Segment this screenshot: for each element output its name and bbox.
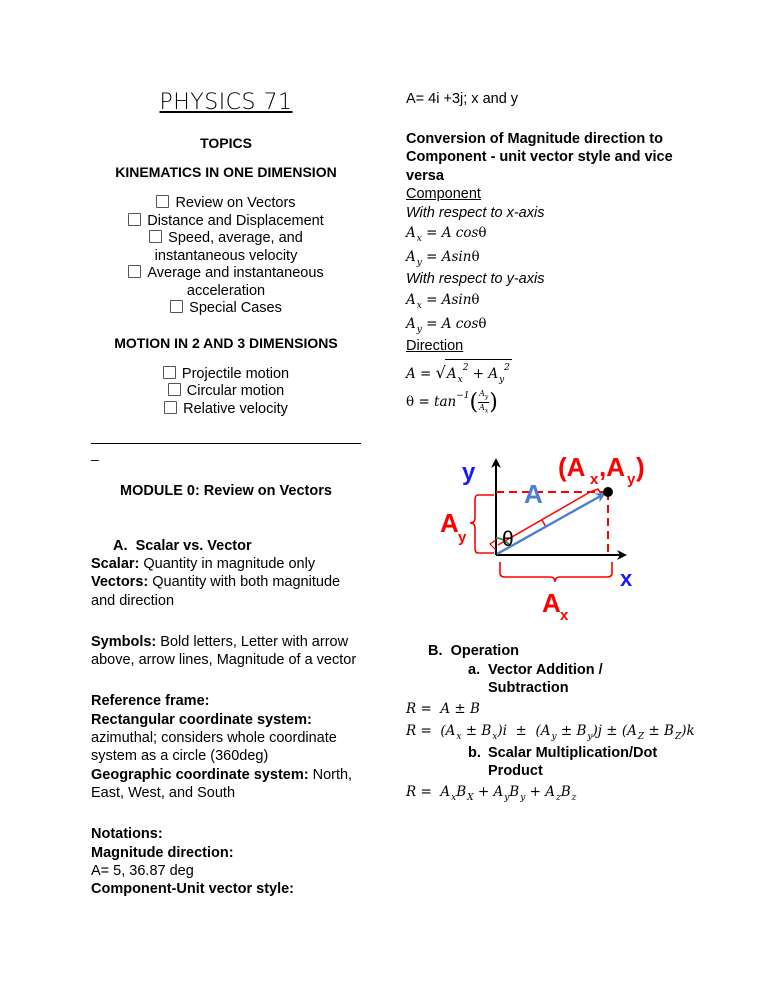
rectangular-text: azimuthal; considers whole coordinate system as a circle (360deg) bbox=[91, 730, 337, 765]
checklist-item-label-cont: acceleration bbox=[186, 282, 266, 299]
checkbox-icon[interactable] bbox=[149, 230, 162, 243]
sub-b-heading bbox=[406, 744, 696, 781]
horizontal-rule bbox=[91, 443, 361, 444]
sub-a-heading bbox=[406, 661, 696, 698]
magnitude-example: A= 5, 36.87 deg bbox=[91, 862, 194, 879]
page-title: PHYSICS 71 bbox=[159, 90, 293, 115]
kinematics-heading: KINEMATICS IN ONE DIMENSION bbox=[115, 164, 337, 180]
checklist-item-label: Speed, average, and bbox=[168, 230, 303, 246]
eq-r-sum: R = A ± B bbox=[406, 700, 480, 717]
checkbox-icon[interactable] bbox=[164, 401, 177, 414]
reference-frame-heading: Reference frame: bbox=[91, 693, 210, 710]
vector-components-diagram bbox=[420, 440, 660, 630]
checklist-item-label: Average and instantaneous bbox=[147, 265, 324, 281]
svg-text:y: y bbox=[627, 471, 636, 488]
checklist-item-circular[interactable] bbox=[91, 383, 361, 401]
vectors-label: Vectors: bbox=[91, 574, 149, 591]
checklist-item-label: Distance and Displacement bbox=[147, 212, 324, 229]
checklist-item-label: Relative velocity bbox=[183, 400, 288, 417]
scalar-definition bbox=[91, 555, 361, 573]
checkbox-icon[interactable] bbox=[128, 265, 141, 278]
motion-checklist bbox=[91, 366, 361, 419]
sub-a-title-line1: Vector Addition / bbox=[488, 661, 603, 678]
svg-text:A: A bbox=[542, 588, 561, 618]
ay-label bbox=[440, 508, 467, 546]
endpoint-dot bbox=[603, 487, 613, 497]
sub-a-title-line2: Subtraction bbox=[488, 680, 569, 696]
rule-trailing-dash: _ bbox=[91, 445, 99, 461]
eq-angle: $\theta = \tan^{-1}$( $\frac{A_y}{A_x}$) bbox=[406, 389, 498, 415]
rectangular-label: Rectangular coordinate system: bbox=[91, 711, 312, 728]
geographic-text: North, East, West, and South bbox=[91, 766, 353, 801]
checkbox-icon[interactable] bbox=[156, 195, 169, 208]
section-a-marker: A. bbox=[113, 538, 128, 554]
right-column bbox=[406, 88, 676, 416]
svg-text:): ) bbox=[636, 452, 645, 482]
x-axis-label: x bbox=[620, 566, 633, 591]
svg-text:x: x bbox=[590, 471, 599, 488]
section-a-title: Scalar vs. Vector bbox=[135, 538, 252, 554]
eq-ax-sin: $A_x = Asin\theta$ bbox=[406, 291, 480, 311]
svg-text:,A: ,A bbox=[599, 452, 625, 482]
checklist-item-speed-velocity[interactable] bbox=[91, 230, 361, 265]
component-label: Component bbox=[406, 186, 481, 202]
component-unit-heading: Component-Unit vector style: bbox=[91, 881, 295, 898]
checklist-item-relative[interactable] bbox=[91, 401, 361, 419]
ax-brace bbox=[500, 562, 612, 582]
scalar-text: Quantity in magnitude only bbox=[139, 556, 316, 572]
section-b-marker: B. bbox=[428, 643, 443, 659]
operations-section bbox=[406, 642, 696, 805]
kinematics-checklist bbox=[91, 195, 361, 318]
checkbox-icon[interactable] bbox=[168, 383, 181, 396]
vector-definition bbox=[91, 573, 361, 610]
vectors-text: Quantity with both magnitude and direction bbox=[91, 574, 341, 609]
sub-b-title-line1: Scalar Multiplication/Dot bbox=[488, 744, 658, 761]
component-example: A= 4i +3j; x and y bbox=[406, 91, 519, 107]
left-column bbox=[91, 88, 361, 898]
magnitude-direction-heading: Magnitude direction: bbox=[91, 844, 234, 861]
symbols-text: Bold letters, Letter with arrow above, arrow lines, Magnitude of a vector bbox=[91, 633, 357, 669]
motion-heading: MOTION IN 2 AND 3 DIMENSIONS bbox=[114, 334, 338, 351]
checklist-item-review-vectors[interactable] bbox=[91, 195, 361, 213]
eq-ax-cos: $A_x = A$ cosθ bbox=[406, 225, 487, 244]
section-b-heading bbox=[406, 642, 696, 661]
direction-label: Direction bbox=[406, 337, 464, 354]
ax-label bbox=[542, 588, 569, 624]
eq-r-components: $R = (A_x \pm B_x)i \pm (A_y \pm B_y)j \pm (A_Z \pm B_Z)k$ bbox=[406, 722, 695, 742]
scalar-label: Scalar: bbox=[91, 556, 140, 572]
sub-b-title-line2: Product bbox=[488, 763, 543, 779]
conversion-heading: Conversion of Magnitude direction to Component - unit vector style and vice versa bbox=[406, 130, 673, 184]
sub-b-marker: b. bbox=[468, 744, 481, 761]
rectangular-definition bbox=[91, 711, 361, 766]
eq-magnitude: $A = √A_x^2 + A_y^2$ bbox=[406, 359, 676, 385]
symbols-definition bbox=[91, 633, 361, 670]
checklist-item-acceleration[interactable] bbox=[91, 265, 361, 300]
section-a-heading bbox=[91, 537, 361, 555]
checkbox-icon[interactable] bbox=[128, 213, 141, 226]
vector-label: A bbox=[524, 479, 543, 509]
section-b-title: Operation bbox=[450, 643, 520, 659]
theta-label: θ bbox=[502, 528, 514, 551]
eq-r-dot: $R = A_xB_X + A_yB_y + A_zB_z$ bbox=[406, 783, 577, 803]
checkbox-icon[interactable] bbox=[163, 366, 176, 379]
eq-ay-cos: $A_y = A$ cosθ bbox=[406, 315, 487, 335]
eq-ay-sin: $A_y = Asin\theta$ bbox=[406, 249, 480, 268]
svg-text:y: y bbox=[458, 529, 467, 546]
module-heading: MODULE 0: Review on Vectors bbox=[120, 483, 332, 499]
checklist-item-label: Circular motion bbox=[186, 383, 285, 399]
svg-text:x: x bbox=[560, 607, 569, 624]
point-label bbox=[558, 452, 645, 488]
y-axis-label: y bbox=[462, 459, 476, 486]
symbols-label: Symbols: bbox=[91, 633, 157, 650]
geographic-definition bbox=[91, 766, 361, 803]
checklist-item-special-cases[interactable] bbox=[91, 300, 361, 318]
checklist-item-label: Projectile motion bbox=[181, 365, 290, 382]
svg-text:(A: (A bbox=[558, 452, 586, 482]
notations-heading: Notations: bbox=[91, 826, 163, 843]
sub-a-marker: a. bbox=[468, 661, 481, 678]
checklist-item-label-cont: instantaneous velocity bbox=[154, 247, 298, 264]
checklist-item-distance-displacement[interactable] bbox=[91, 213, 361, 231]
checkbox-icon[interactable] bbox=[170, 300, 183, 313]
y-axis-label: With respect to y-axis bbox=[406, 271, 545, 287]
checklist-item-projectile[interactable] bbox=[91, 366, 361, 384]
checklist-item-label: Review on Vectors bbox=[175, 195, 296, 211]
topics-heading: TOPICS bbox=[200, 135, 252, 151]
checklist-item-label: Special Cases bbox=[189, 300, 282, 316]
svg-text:A: A bbox=[440, 508, 459, 538]
x-axis-label: With respect to x-axis bbox=[406, 204, 545, 221]
geographic-label: Geographic coordinate system: bbox=[91, 766, 309, 783]
